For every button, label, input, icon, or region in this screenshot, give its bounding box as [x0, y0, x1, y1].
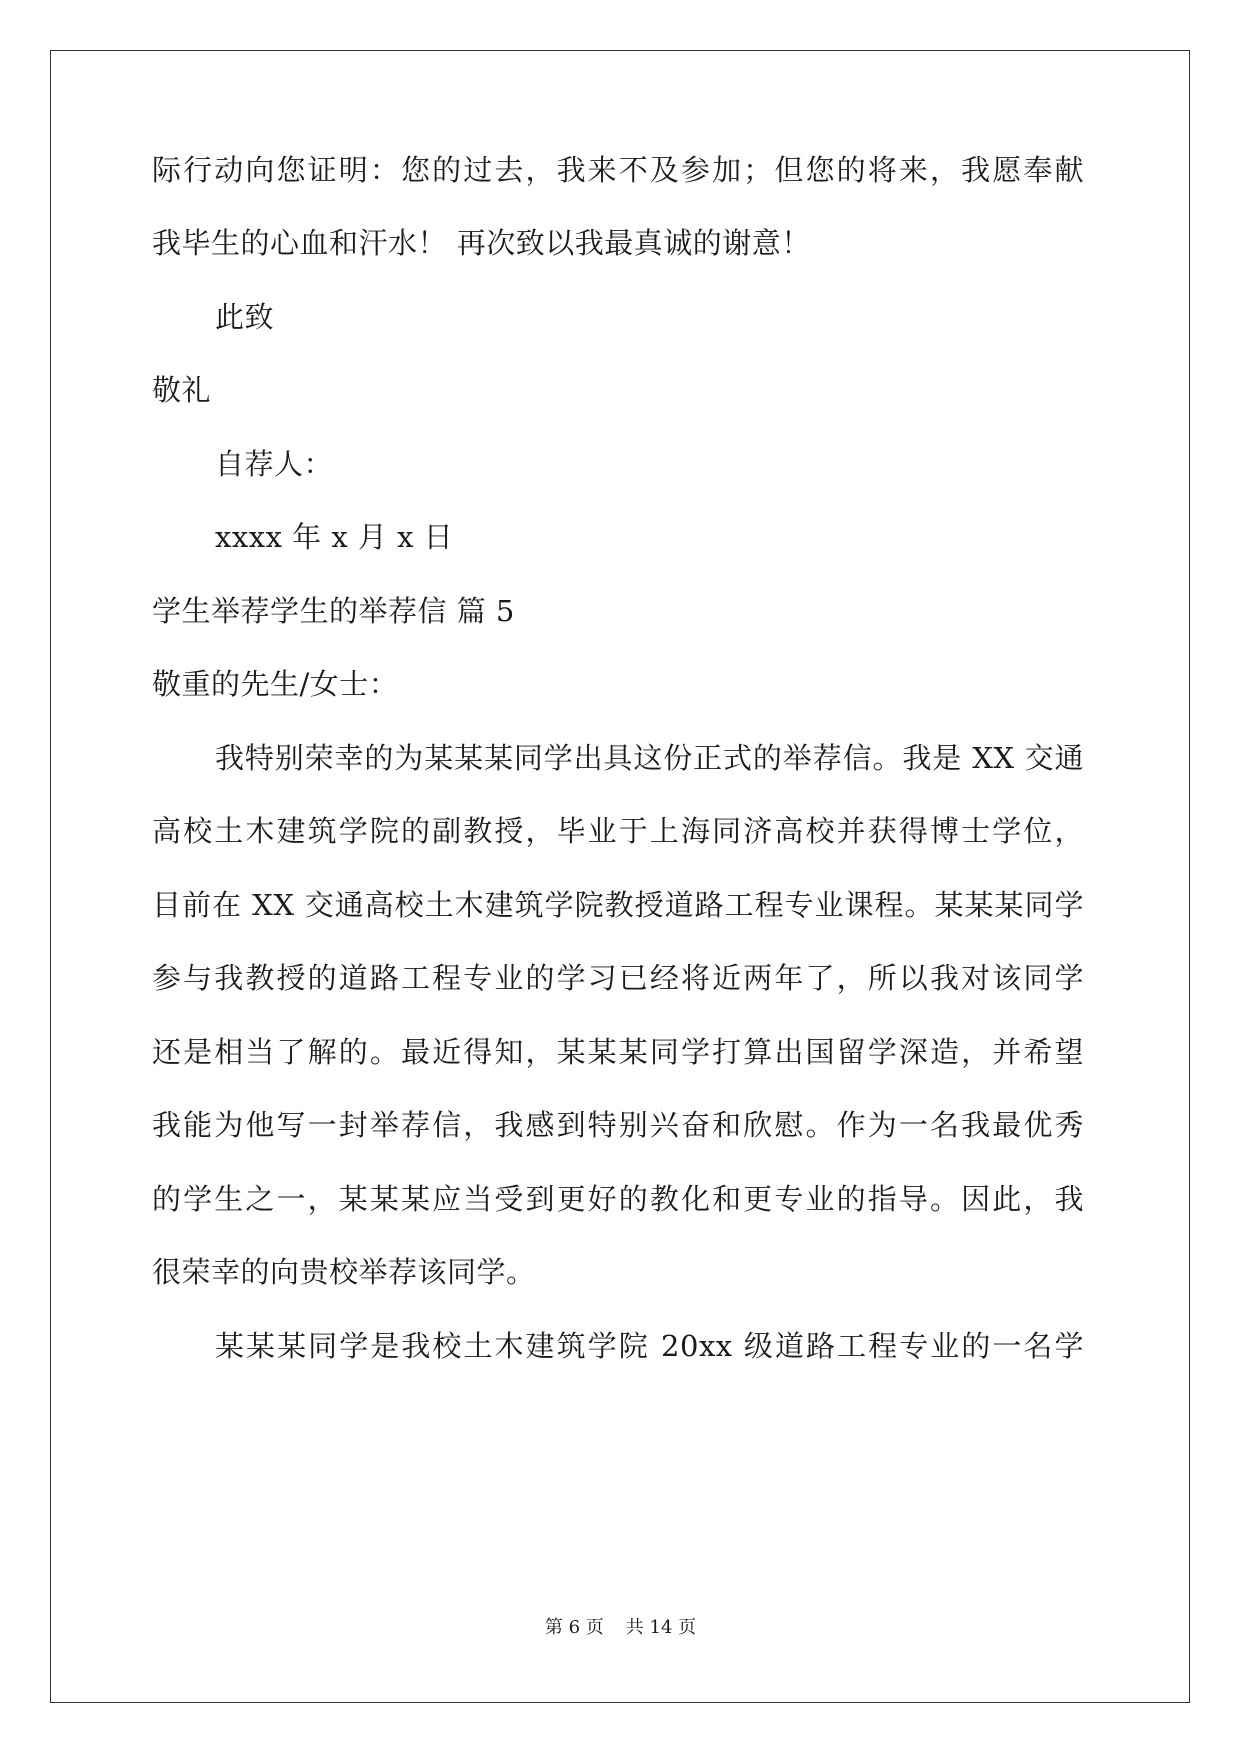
- paragraph-line-3: 目前在 XX 交通高校土木建筑学院教授道路工程专业课程。某某某同学: [152, 888, 1084, 922]
- paragraph-line-1: 我特别荣幸的为某某某同学出具这份正式的举荐信。我是 XX 交通: [215, 741, 1084, 775]
- closing-regards: 敬礼: [152, 373, 212, 407]
- paragraph-line-4: 参与我教授的道路工程专业的学习已经将近两年了，所以我对该同学: [152, 961, 1084, 995]
- total-page-count: 共 14 页: [625, 1617, 697, 1638]
- paragraph-line-8: 很荣幸的向贵校举荐该同学。: [152, 1255, 536, 1289]
- letter-greeting: 敬重的先生/女士：: [152, 667, 399, 701]
- signature-date: xxxx 年 x 月 x 日: [215, 520, 454, 554]
- section-heading: 学生举荐学生的举荐信 篇 5: [152, 594, 515, 628]
- paragraph-line-2: 高校土木建筑学院的副教授，毕业于上海同济高校并获得博士学位，: [152, 814, 1084, 848]
- body-line-2: 我毕生的心血和汗水！ 再次致以我最真诚的谢意！: [152, 226, 811, 260]
- paragraph-line-6: 我能为他写一封举荐信，我感到特别兴奋和欣慰。作为一名我最优秀: [152, 1108, 1084, 1142]
- signature-label: 自荐人：: [215, 447, 334, 481]
- body-line-1: 际行动向您证明：您的过去，我来不及参加；但您的将来，我愿奉献: [152, 153, 1084, 187]
- paragraph-line-7: 的学生之一，某某某应当受到更好的教化和更专业的指导。因此，我: [152, 1182, 1084, 1216]
- current-page-number: 第 6 页: [544, 1617, 604, 1638]
- closing-salutation: 此致: [215, 300, 275, 334]
- paragraph2-line-1: 某某某同学是我校土木建筑学院 20xx 级道路工程专业的一名学: [215, 1329, 1084, 1363]
- page-footer: [0, 1616, 1241, 1640]
- paragraph-line-5: 还是相当了解的。最近得知，某某某同学打算出国留学深造，并希望: [152, 1035, 1084, 1069]
